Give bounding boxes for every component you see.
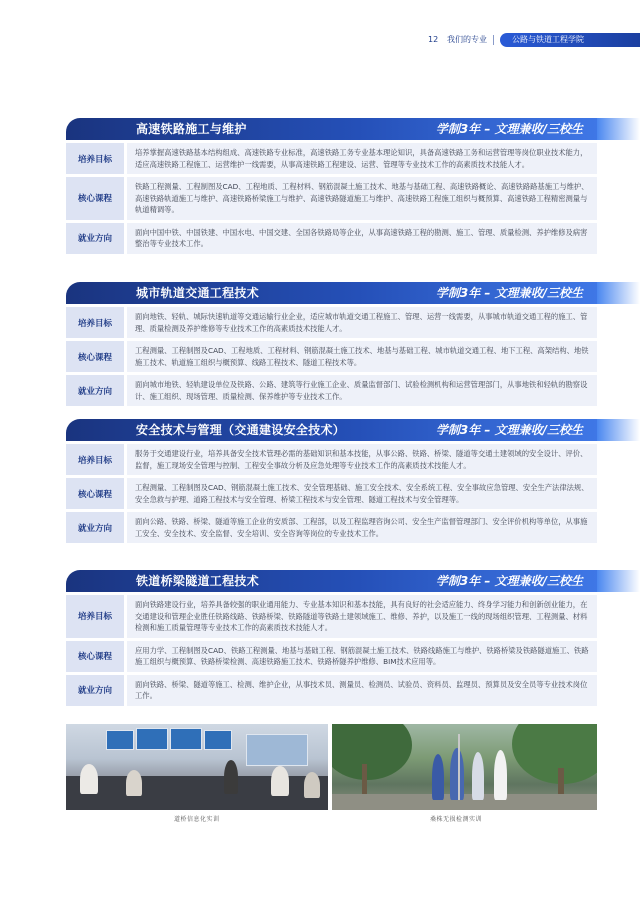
program-header xyxy=(66,419,597,441)
program-meta: 学制3年 – 文理兼收/三校生 xyxy=(435,423,583,437)
tree-icon xyxy=(332,724,412,780)
program-row xyxy=(66,595,597,638)
photo-strip xyxy=(66,724,597,810)
ground xyxy=(332,794,597,810)
row-label: 核心课程 xyxy=(66,641,124,672)
program-header xyxy=(66,118,597,140)
program-row xyxy=(66,341,597,372)
lab-photo xyxy=(66,724,328,810)
row-label: 核心课程 xyxy=(66,478,124,509)
row-text: 铁路工程测量、工程制图及CAD、工程地质、工程材料、钢筋混凝土施工技术、地基与基础工程、高速铁路概论、高速铁路路基施工与维护、高速铁路轨道施工与维护、高速铁路桥梁施工与维护、高速铁路隧道施工与维护、高速铁路工程施工组织与概预算、高速铁路工程精密测量与轨道精调等。 xyxy=(127,177,597,220)
program-row xyxy=(66,641,597,672)
program-row xyxy=(66,512,597,543)
wall-screen-icon xyxy=(106,730,134,750)
program-card xyxy=(66,419,597,546)
row-text: 面向地铁、轻轨、城际快速轨道等交通运输行业企业，适应城市轨道交通工程施工、管理、运营一线需要，从事城市轨道交通工程的施工、管理、质量检测及养护维修等专业技术工作的高素质技术技能人才。 xyxy=(127,307,597,338)
college-tag: 公路与铁道工程学院 xyxy=(500,33,640,47)
survey-pole-icon xyxy=(458,734,460,800)
tree-icon xyxy=(512,724,597,784)
program-title: 安全技术与管理（交通建设安全技术） xyxy=(136,423,346,437)
program-row xyxy=(66,307,597,338)
program-card xyxy=(66,118,597,257)
display-board-icon xyxy=(246,734,308,766)
program-meta: 学制3年 – 文理兼收/三校生 xyxy=(435,122,583,136)
program-row xyxy=(66,478,597,509)
photo-caption: 道桥信息化实训 xyxy=(174,816,220,823)
row-text: 应用力学、工程制图及CAD、铁路工程测量、地基与基础工程、钢筋混凝土施工技术、铁路线路施工与维护、铁路桥梁及铁路隧道施工、铁路施工组织与概预算、铁路桥梁检测、高速铁路施工技术、铁路桥隧养护维修、BIM技术应用等。 xyxy=(127,641,597,672)
row-text: 面向公路、铁路、桥梁、隧道等施工企业的安质部、工程部，以及工程监理咨询公司、安全生产监督管理部门、安全评价机构等单位，从事施工安全、安全技术、安全监督、安全培训、安全咨询等岗位的专业技术工作。 xyxy=(127,512,597,543)
student-figure xyxy=(126,770,142,796)
row-label: 培养目标 xyxy=(66,444,124,475)
student-figure xyxy=(432,754,444,800)
row-text: 服务于交通建设行业，培养具备安全技术管理必需的基础知识和基本技能，从事公路、铁路、桥梁、隧道等交通土建领域的安全设计、评价、监督，施工现场安全管理与控制、工程安全事故分析及应急处理等专业技术工作的高素质技术技能人才。 xyxy=(127,444,597,475)
program-row xyxy=(66,223,597,254)
row-text: 培养掌握高速铁路基本结构组成、高速铁路专业标准，高速铁路工务专业基本理论知识，具备高速铁路工务和运营管理等岗位职业技术能力，适应高速铁路工程施工、运营维护一线需要，从事高速铁路工程建设、运营、管理等专业技术工作的高素质技术技能人才。 xyxy=(127,143,597,174)
program-row xyxy=(66,177,597,220)
row-label: 培养目标 xyxy=(66,307,124,338)
program-row xyxy=(66,375,597,406)
program-meta: 学制3年 – 文理兼收/三校生 xyxy=(435,574,583,588)
header-divider xyxy=(493,35,494,45)
row-label: 培养目标 xyxy=(66,143,124,174)
program-card xyxy=(66,570,597,709)
row-label: 就业方向 xyxy=(66,675,124,706)
program-row xyxy=(66,143,597,174)
program-header-accent xyxy=(597,282,640,304)
wall-screen-icon xyxy=(136,728,168,750)
program-title: 高速铁路施工与维护 xyxy=(136,122,247,136)
program-header-accent xyxy=(597,570,640,592)
row-label: 就业方向 xyxy=(66,375,124,406)
student-figure xyxy=(304,772,320,798)
program-meta: 学制3年 – 文理兼收/三校生 xyxy=(435,286,583,300)
program-row xyxy=(66,444,597,475)
row-label: 就业方向 xyxy=(66,512,124,543)
section-name: 我们的专业 xyxy=(447,35,487,44)
wall-screen-icon xyxy=(204,730,232,750)
student-figure xyxy=(450,748,464,800)
row-text: 面向铁路、桥梁、隧道等施工、检测、维护企业，从事技术员、测量员、检测员、试验员、资料员、监理员、预算员及安全员等专业技术岗位工作。 xyxy=(127,675,597,706)
student-figure xyxy=(224,760,238,794)
student-figure xyxy=(494,750,507,800)
row-text: 工程测量、工程制图及CAD、钢筋混凝土施工技术、安全管理基础、施工安全技术、安全系统工程、安全事故应急管理、安全生产法律法规、安全急救与护理、道路工程技术与安全管理、桥梁工程技术与安全管理、隧道工程技术与安全管理等。 xyxy=(127,478,597,509)
page-number: 12 xyxy=(428,35,439,44)
student-figure xyxy=(472,752,484,800)
photo-caption: 桑株无损检测实训 xyxy=(430,816,483,823)
program-header xyxy=(66,570,597,592)
program-title: 铁道桥梁隧道工程技术 xyxy=(136,574,260,588)
row-text: 面向城市地铁、轻轨建设单位及铁路、公路、建筑等行业施工企业、质量监督部门、试验检测机构和运营管理部门，从事地铁和轻轨的勘察设计、施工组织、现场管理、质量检测、保养维护等专业技术工作。 xyxy=(127,375,597,406)
program-row xyxy=(66,675,597,706)
program-card xyxy=(66,282,597,409)
field-photo xyxy=(332,724,597,810)
row-text: 面向铁路建设行业，培养具备较强的职业通用能力、专业基本知识和基本技能，具有良好的社会适应能力、终身学习能力和创新创业能力，在交通建设和管理企业胜任铁路线路、铁路桥梁、铁路隧道等铁路土建领域施工、维修、养护，以及施工一线的现场组织管理、工程测量、材料检测和施工质量管理等专业技术工作的高素质技术技能人才。 xyxy=(127,595,597,638)
wall-screen-icon xyxy=(170,728,202,750)
row-label: 核心课程 xyxy=(66,341,124,372)
row-label: 核心课程 xyxy=(66,177,124,220)
program-header-accent xyxy=(597,419,640,441)
program-title: 城市轨道交通工程技术 xyxy=(136,286,260,300)
row-text: 面向中国中铁、中国铁建、中国水电、中国交建、全国各铁路局等企业，从事高速铁路工程的勘测、施工、管理、质量检测、养护维修及病害整治等专业技术工作。 xyxy=(127,223,597,254)
row-label: 就业方向 xyxy=(66,223,124,254)
student-figure xyxy=(271,766,289,796)
row-text: 工程测量、工程制图及CAD、工程地质、工程材料、钢筋混凝土施工技术、地基与基础工程、城市轨道交通工程、地下工程、高架结构、地铁施工技术、轨道施工组织与概预算、线路工程技术、隧道工程技术等。 xyxy=(127,341,597,372)
student-figure xyxy=(80,764,98,794)
program-header xyxy=(66,282,597,304)
row-label: 培养目标 xyxy=(66,595,124,638)
program-header-accent xyxy=(597,118,640,140)
running-header xyxy=(0,33,640,49)
